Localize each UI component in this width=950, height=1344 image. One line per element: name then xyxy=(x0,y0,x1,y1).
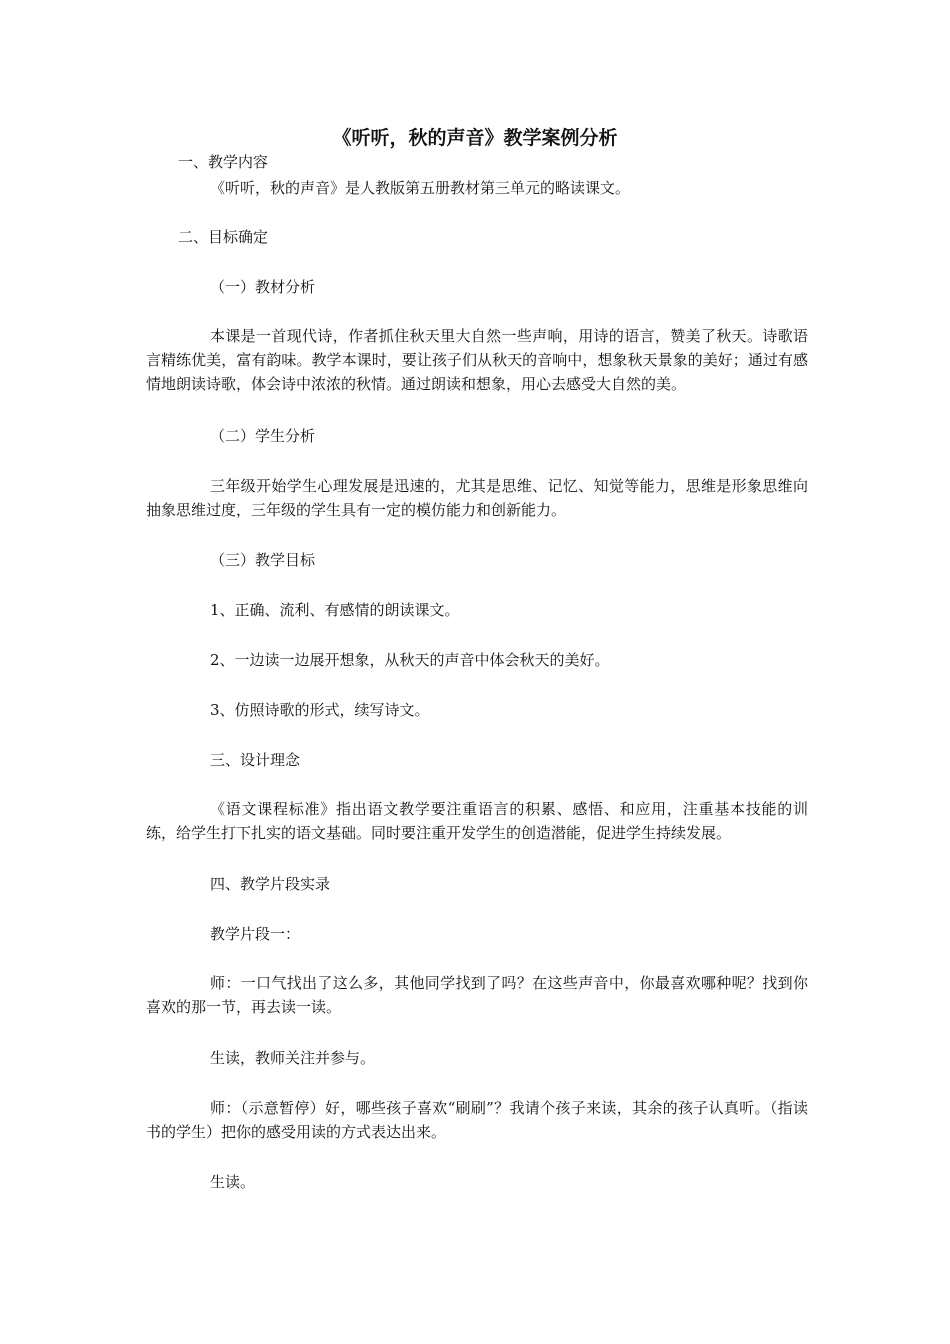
section1-heading: 一、教学内容 xyxy=(178,153,269,171)
dialogue-paragraph-1: 师：一口气找出了这么多，其他同学找到了吗？在这些声音中，你最喜欢哪种呢？找到你喜欢的那一节，再去读一读。 xyxy=(146,974,808,1016)
dialogue-paragraph-4: 生读。 xyxy=(210,1173,256,1191)
sub3-heading: （三）教学目标 xyxy=(210,551,316,569)
sub1-paragraph: 本课是一首现代诗，作者抓住秋天里大自然一些声响，用诗的语言，赞美了秋天。诗歌语言精练优美，富有韵味。教学本课时，要让孩子们从秋天的音响中，想象秋天景象的美好；通过有感情地朗读诗歌，体会诗中浓浓的秋情。通过朗读和想象，用心去感受大自然的美。 xyxy=(146,327,808,393)
goal-item-2: 2、一边读一边展开想象，从秋天的声音中体会秋天的美好。 xyxy=(210,651,610,669)
dialogue-paragraph-3: 师：（示意暂停）好，哪些孩子喜欢“刷刷”？我请个孩子来读，其余的孩子认真听。（指读书的学生）把你的感受用读的方式表达出来。 xyxy=(146,1099,808,1141)
section1-text: 《听听，秋的声音》是人教版第五册教材第三单元的略读课文。 xyxy=(210,179,631,197)
sub2-heading: （二）学生分析 xyxy=(210,427,316,445)
sub1-heading: （一）教材分析 xyxy=(210,278,316,296)
section2-heading: 二、目标确定 xyxy=(178,228,269,246)
document-title: 《听听，秋的声音》教学案例分析 xyxy=(332,127,618,149)
section3-paragraph: 《语文课程标准》指出语文教学要注重语言的积累、感悟、和应用，注重基本技能的训练，给学生打下扎实的语文基础。同时要注重开发学生的创造潜能，促进学生持续发展。 xyxy=(146,800,808,842)
goal-item-1: 1、正确、流利、有感情的朗读课文。 xyxy=(210,601,460,619)
goal-item-3: 3、仿照诗歌的形式，续写诗文。 xyxy=(210,701,430,719)
sub2-paragraph: 三年级开始学生心理发展是迅速的，尤其是思维、记忆、知觉等能力，思维是形象思维向抽象思维过度，三年级的学生具有一定的模仿能力和创新能力。 xyxy=(146,477,808,519)
section4-heading: 四、教学片段实录 xyxy=(210,875,331,893)
segment-label: 教学片段一： xyxy=(210,925,301,943)
section3-heading: 三、设计理念 xyxy=(210,751,301,769)
dialogue-paragraph-2: 生读，教师关注并参与。 xyxy=(210,1049,376,1067)
